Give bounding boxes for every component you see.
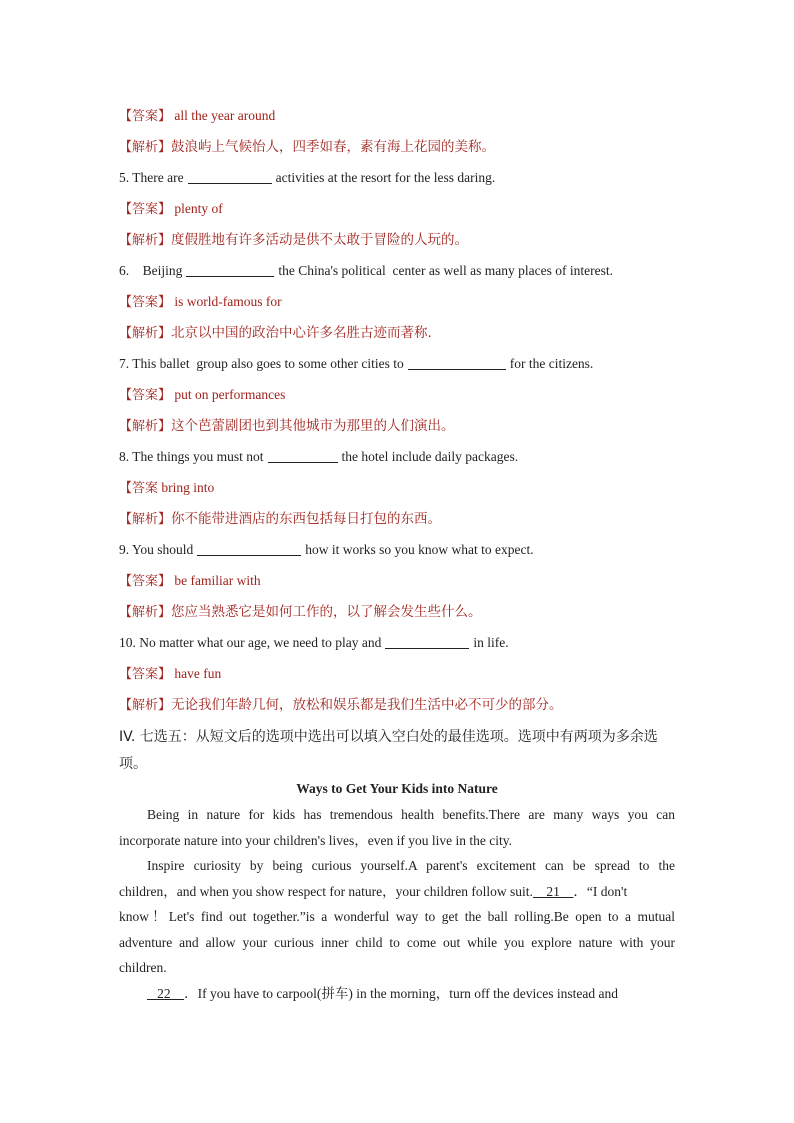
question-text: 9. You should	[119, 542, 194, 557]
question-line	[119, 348, 675, 379]
answer-line	[119, 193, 675, 224]
answer-line	[119, 100, 675, 131]
answer-text: plenty of	[174, 201, 223, 216]
answer-tag: 【答案】	[119, 109, 172, 124]
answer-tag: 【答案】	[119, 295, 172, 310]
question-text: in life.	[473, 635, 509, 650]
question-text: 7. This ballet group also goes to some other cities to	[119, 356, 404, 371]
explanation-tag: 【解析】	[119, 140, 172, 155]
explanation-tag: 【解析】	[119, 698, 172, 713]
question-text: the China's political center as well as many places of interest.	[278, 263, 613, 278]
blank-22[interactable]: 22	[147, 985, 185, 1001]
explanation-line	[119, 131, 675, 162]
explanation-line	[119, 317, 675, 348]
explanation-text: 您应当熟悉它是如何工作的，以了解会发生些什么。	[171, 604, 482, 620]
paragraph-line: adventure and allow your curious inner child to come out while you explore nature with your	[119, 934, 675, 950]
paragraph-line: Being in nature for kids has tremendous health benefits.There are many ways you can	[147, 807, 675, 822]
answer-text: all the year around	[174, 108, 276, 123]
blank-21[interactable]: 21	[532, 883, 574, 899]
answer-line	[119, 472, 675, 503]
explanation-text: 你不能带进酒店的东西包括每日打包的东西。	[171, 511, 442, 527]
paragraph-text: ．If you have to carpool(拼车) in the morning，turn off the devices instead and	[184, 985, 619, 1001]
question-text: how it works so you know what to expect.	[305, 542, 534, 557]
question-line	[119, 534, 675, 565]
explanation-tag: 【解析】	[119, 326, 172, 341]
explanation-line	[119, 410, 675, 441]
answer-line	[119, 658, 675, 689]
passage-paragraph-3	[119, 981, 675, 1007]
paragraph-line	[119, 879, 675, 905]
answer-line	[119, 565, 675, 596]
answer-blank[interactable]	[408, 355, 506, 370]
question-line	[119, 441, 675, 472]
question-line	[119, 255, 675, 286]
answer-line	[119, 379, 675, 410]
paragraph-line: know！Let's find out together.”is a wonderful way to get the ball rolling.Be open to a mutual	[119, 909, 675, 924]
explanation-text: 无论我们年龄几何，放松和娱乐都是我们生活中必不可少的部分。	[171, 697, 563, 713]
explanation-text: 这个芭蕾剧团也到其他城市为那里的人们演出。	[171, 418, 455, 434]
passage-title: Ways to Get Your Kids into Nature	[296, 781, 498, 796]
section-heading-cont: 项。	[119, 756, 147, 772]
question-text: 5. There are	[119, 170, 184, 185]
paragraph-line: Inspire curiosity by being curious yourself.A parent's excitement can be spread to the	[147, 858, 675, 873]
explanation-tag: 【解析】	[119, 233, 172, 248]
paragraph-line: children.	[119, 960, 167, 975]
explanation-tag: 【解析】	[119, 419, 172, 434]
answer-text: is world-famous for	[174, 294, 282, 309]
question-line	[119, 162, 675, 193]
paragraph-line	[119, 981, 675, 1007]
answer-blank[interactable]	[197, 541, 301, 556]
question-text: activities at the resort for the less daring.	[275, 170, 496, 185]
answer-tag: 【答案】	[119, 388, 172, 403]
passage-paragraph-2	[119, 853, 675, 981]
question-line	[119, 627, 675, 658]
answer-blank[interactable]	[188, 169, 272, 184]
explanation-text: 北京以中国的政治中心许多名胜古迹而著称.	[171, 325, 432, 341]
answer-blank[interactable]	[186, 262, 274, 277]
answer-tag: 【答案】	[119, 202, 172, 217]
explanation-tag: 【解析】	[119, 605, 172, 620]
question-text: for the citizens.	[509, 356, 594, 371]
reading-section	[119, 722, 675, 1006]
answer-blank[interactable]	[268, 448, 338, 463]
explanation-line	[119, 596, 675, 627]
answer-tag: 【答案	[119, 481, 159, 496]
question-text: 10. No matter what our age, we need to play and	[119, 635, 382, 650]
answer-tag: 【答案】	[119, 574, 172, 589]
paragraph-text: children，and when you show respect for nature，your children follow suit.	[119, 883, 533, 899]
explanation-text: 鼓浪屿上气候怡人，四季如春，素有海上花园的美称。	[171, 139, 496, 155]
answer-line	[119, 286, 675, 317]
paragraph-line: incorporate nature into your children's lives，even if you live in the city.	[119, 832, 512, 848]
explanation-line	[119, 503, 675, 534]
answer-tag: 【答案】	[119, 667, 172, 682]
answer-text: have fun	[174, 666, 222, 681]
question-text: the hotel include daily packages.	[341, 449, 519, 464]
passage-paragraph-1	[119, 802, 675, 853]
document-page	[119, 100, 675, 720]
answer-text: be familiar with	[174, 573, 261, 588]
explanation-text: 度假胜地有许多活动是供不太敢于冒险的人玩的。	[171, 232, 469, 248]
explanation-line	[119, 224, 675, 255]
answer-blank[interactable]	[385, 634, 469, 649]
answer-text: bring into	[161, 480, 215, 495]
answer-text: put on performances	[174, 387, 286, 402]
explanation-line	[119, 689, 675, 720]
question-text: 8. The things you must not	[119, 449, 264, 464]
question-text: 6. Beijing	[119, 263, 183, 278]
section-heading: IV. 七选五：从短文后的选项中选出可以填入空白处的最佳选项。选项中有两项为多余选	[119, 729, 658, 745]
paragraph-text: ．“I don't	[573, 883, 628, 899]
explanation-tag: 【解析】	[119, 512, 172, 527]
